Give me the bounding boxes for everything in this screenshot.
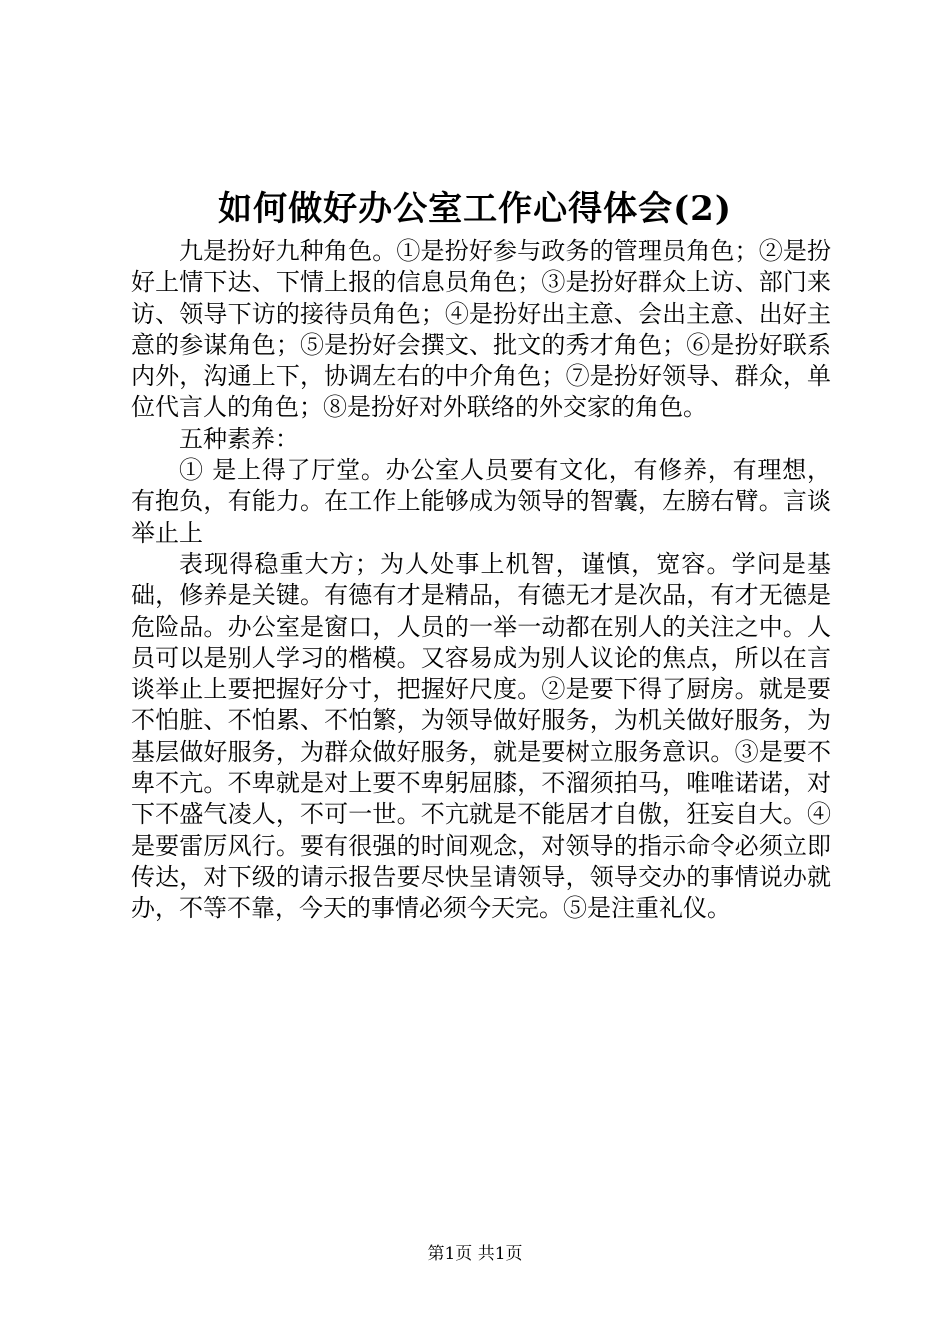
document-title: 如何做好办公室工作心得体会(2) <box>218 189 732 229</box>
document-body <box>131 236 831 925</box>
page-footer: 第1页 共1页 <box>427 1244 523 1264</box>
paragraph-quality-one: ① 是上得了厅堂。办公室人员要有文化，有修养，有理想，有抱负，有能力。在工作上能够成为领导的智囊，左膀右臂。言谈举止上 <box>131 456 831 547</box>
paragraph-quality-details: 表现得稳重大方；为人处事上机智，谨慎，宽容。学问是基础，修养是关键。有德有才是精品，有德无才是次品，有才无德是危险品。办公室是窗口，人员的一举一动都在别人的关注之中。人员可以是别人学习的楷模。又容易成为别人议论的焦点，所以在言谈举止上要把握好分寸，把握好尺度。②是要下得了厨房。就是要不怕脏、不怕累、不怕繁，为领导做好服务，为机关做好服务，为基层做好服务，为群众做好服务，就是要树立服务意识。③是要不卑不亢。不卑就是对上要不卑躬屈膝，不溜须拍马，唯唯诺诺，对下不盛气凌人，不可一世。不亢就是不能居才自傲，狂妄自大。④是要雷厉风行。要有很强的时间观念，对领导的指示命令必须立即传达，对下级的请示报告要尽快呈请领导，领导交办的事情说办就办，不等不靠，今天的事情必须今天完。⑤是注重礼仪。 <box>131 549 831 923</box>
paragraph-nine-roles: 九是扮好九种角色。①是扮好参与政务的管理员角色；②是扮好上情下达、下情上报的信息员角色；③是扮好群众上访、部门来访、领导下访的接待员角色；④是扮好出主意、会出主意、出好主意的参谋角色；⑤是扮好会撰文、批文的秀才角色；⑥是扮好联系内外，沟通上下，协调左右的中介角色；⑦是扮好领导、群众，单位代言人的角色；⑧是扮好对外联络的外交家的角色。 <box>131 237 831 422</box>
paragraph-five-qualities-heading: 五种素养： <box>179 424 299 453</box>
